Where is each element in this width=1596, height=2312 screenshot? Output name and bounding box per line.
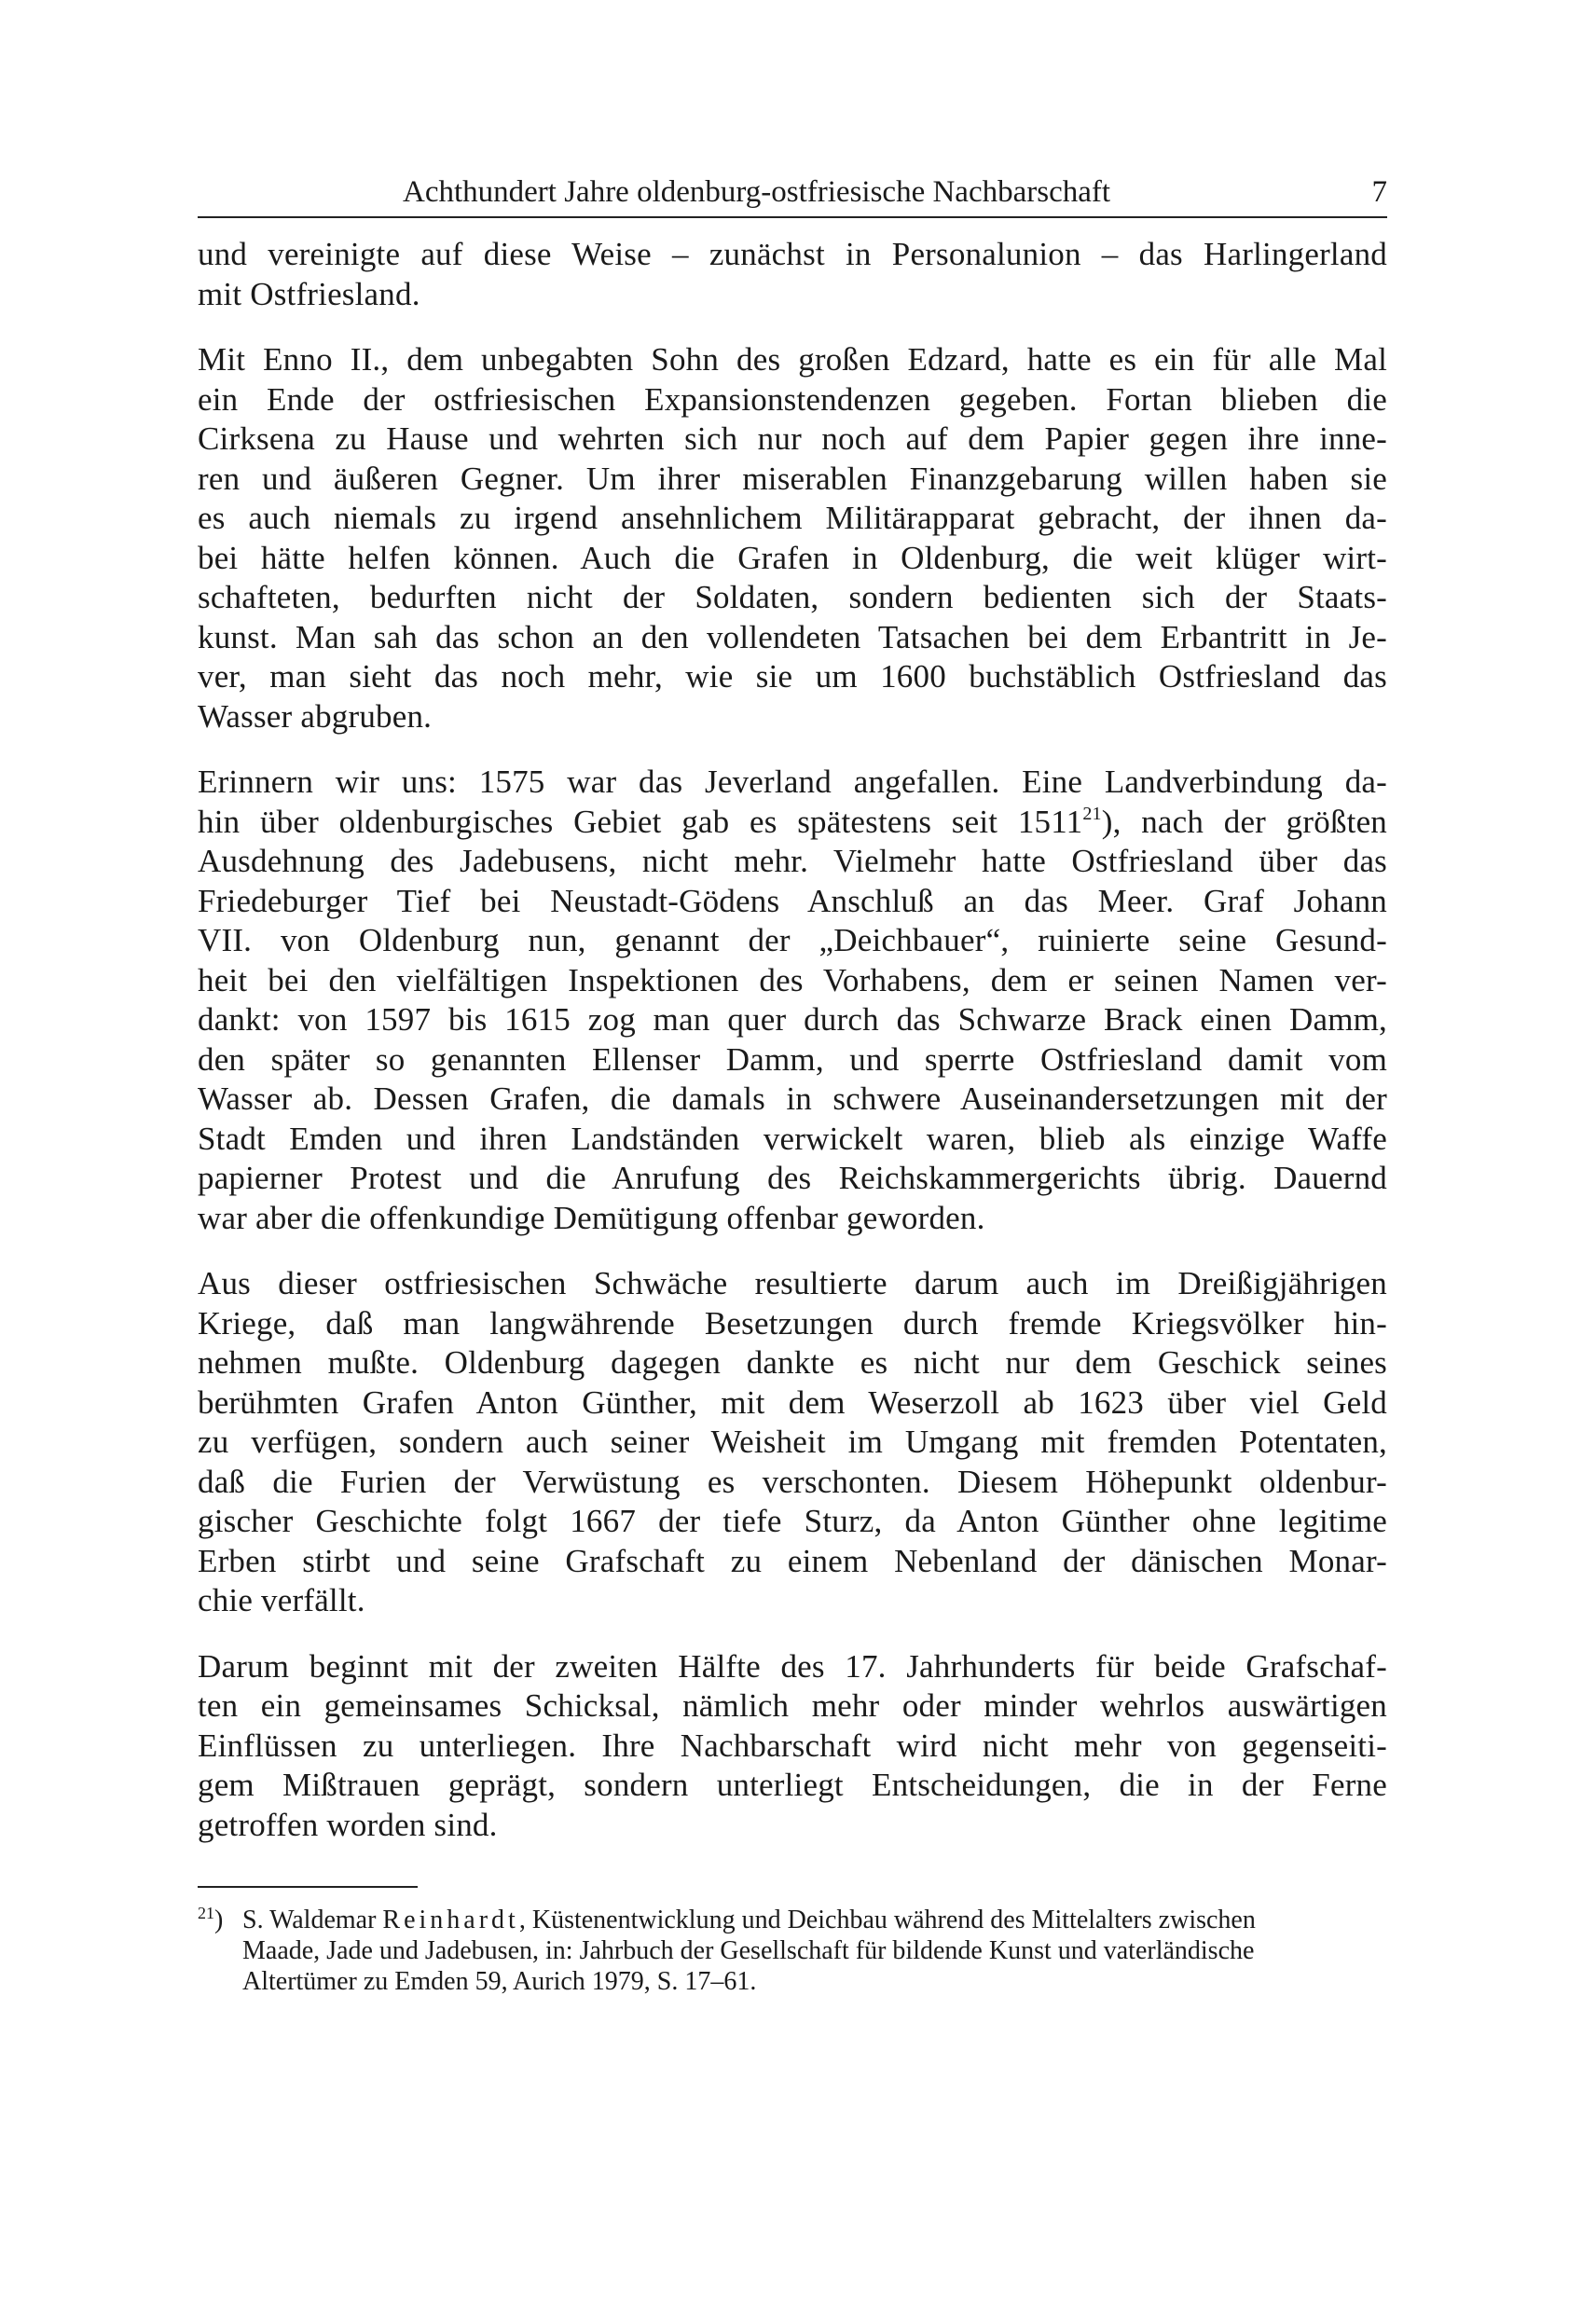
paragraph-3 (198, 763, 1387, 1238)
footnote-mark-paren: ) (214, 1906, 224, 1934)
text-line: gem Mißtrauen geprägt, sondern unterliegt Entscheidungen, die in der Ferne (198, 1767, 1387, 1803)
text-line: Einflüssen zu unterliegen. Ihre Nachbarschaft wird nicht mehr von gegenseiti- (198, 1727, 1387, 1764)
page-number: 7 (1371, 175, 1387, 209)
text-line: ein Ende der ostfriesischen Expansionstendenzen gegeben. Fortan blieben die (198, 380, 1387, 418)
text-line: ten ein gemeinsames Schicksal, nämlich mehr oder minder wehrlos auswärtigen (198, 1687, 1387, 1724)
footnote-divider (198, 1886, 418, 1888)
text-line: Mit Enno II., dem unbegabten Sohn des großen Edzard, hatte es ein für alle Mal (198, 341, 1387, 378)
text-line: gischer Geschichte folgt 1667 der tiefe Sturz, da Anton Günther ohne legitime (198, 1503, 1387, 1539)
text-line: und vereinigte auf diese Weise – zunächst in Personalunion – das Harlingerland (198, 236, 1387, 272)
text-line: war aber die offenkundige Demütigung offenbar geworden. (198, 1199, 985, 1236)
text-segment: ), nach der größten (1101, 803, 1387, 840)
paragraph-5 (198, 1647, 1387, 1846)
footnote-line: Maade, Jade und Jadebusen, in: Jahrbuch der Gesellschaft für bildende Kunst und vaterländische (242, 1936, 1255, 1965)
running-header (198, 168, 1387, 218)
running-header-title: Achthundert Jahre oldenburg-ostfriesische Nachbarschaft (403, 175, 1111, 209)
text-line: bei hätte helfen können. Auch die Grafen in Oldenburg, die weit klüger wirt- (198, 539, 1387, 576)
text-line: Kriege, daß man langwährende Besetzungen durch fremde Kriegsvölker hin- (198, 1304, 1387, 1342)
text-segment: hin über oldenburgisches Gebiet gab es spätestens seit 1511 (198, 803, 1083, 840)
text-line: es auch niemals zu irgend ansehnlichem Militärapparat gebracht, der ihnen da- (198, 500, 1387, 536)
text-line: den später so genannten Ellenser Damm, und sperrte Ostfriesland damit vom (198, 1040, 1387, 1078)
text-line: ren und äußeren Gegner. Um ihrer miserablen Finanzgebarung willen haben sie (198, 460, 1387, 497)
text-line: berühmten Grafen Anton Günther, mit dem Weserzoll ab 1623 über viel Geld (198, 1383, 1387, 1421)
text-line-with-footnote (198, 803, 1387, 843)
text-line: zu verfügen, sondern auch seiner Weisheit im Umgang mit fremden Potentaten, (198, 1424, 1387, 1460)
text-line: dankt: von 1597 bis 1615 zog man quer durch das Schwarze Brack einen Damm, (198, 1001, 1387, 1038)
text-line: Aus dieser ostfriesischen Schwäche resultierte darum auch im Dreißigjährigen (198, 1265, 1387, 1301)
text-line: Darum beginnt mit der zweiten Hälfte des 17. Jahrhunderts für beide Grafschaf- (198, 1647, 1387, 1685)
text-line: Cirksena zu Hause und wehrten sich nur noch auf dem Papier gegen ihre inne- (198, 420, 1387, 457)
footnote-reference[interactable]: 21 (1082, 803, 1102, 824)
footnote-text: , Küstenentwicklung und Deichbau während des Mittelalters zwischen (518, 1906, 1256, 1934)
footnote-line: Altertümer zu Emden 59, Aurich 1979, S. 17–61. (242, 1967, 757, 1996)
body-text (198, 235, 1387, 1845)
footnote-author: Reinhardt (382, 1906, 519, 1934)
text-line: Erben stirbt und seine Grafschaft zu einem Nebenland der dänischen Monar- (198, 1542, 1387, 1579)
paragraph-1 (198, 235, 1387, 314)
text-line: chie verfällt. (198, 1582, 365, 1618)
text-line: schafteten, bedurften nicht der Soldaten, sondern bedienten sich der Staats- (198, 579, 1387, 615)
footnote-21 (198, 1905, 1387, 1997)
text-line: Wasser ab. Dessen Grafen, die damals in schwere Auseinandersetzungen mit der (198, 1080, 1387, 1117)
footnote-number: 21 (198, 1904, 214, 1922)
footnote-mark (198, 1905, 223, 1935)
text-line: Erinnern wir uns: 1575 war das Jeverland angefallen. Eine Landverbindung da- (198, 764, 1387, 800)
text-line: kunst. Man sah das schon an den vollendeten Tatsachen bei dem Erbantritt in Je- (198, 618, 1387, 655)
text-line: Friedeburger Tief bei Neustadt-Gödens Anschluß an das Meer. Graf Johann (198, 882, 1387, 919)
paragraph-2 (198, 340, 1387, 736)
footnote-line (242, 1905, 1387, 1935)
text-line: ver, man sieht das noch mehr, wie sie um 1600 buchstäblich Ostfriesland das (198, 658, 1387, 695)
text-line: mit Ostfriesland. (198, 275, 420, 312)
text-line: Stadt Emden und ihren Landständen verwickelt waren, blieb als einzige Waffe (198, 1120, 1387, 1157)
text-line: Wasser abgruben. (198, 697, 433, 735)
footnote-text: S. Waldemar (242, 1906, 383, 1934)
text-line: papierner Protest und die Anrufung des Reichskammergerichts übrig. Dauernd (198, 1160, 1387, 1196)
text-line: daß die Furien der Verwüstung es verschonten. Diesem Höhepunkt oldenbur- (198, 1463, 1387, 1500)
text-line: heit bei den vielfältigen Inspektionen des Vorhabens, dem er seinen Namen ver- (198, 961, 1387, 998)
text-line: VII. von Oldenburg nun, genannt der „Deichbauer“, ruinierte seine Gesund- (198, 922, 1387, 958)
document-page (198, 168, 1387, 1997)
text-line: Ausdehnung des Jadebusens, nicht mehr. Vielmehr hatte Ostfriesland über das (198, 843, 1387, 879)
paragraph-4 (198, 1264, 1387, 1621)
text-line: nehmen mußte. Oldenburg dagegen dankte es nicht nur dem Geschick seines (198, 1344, 1387, 1381)
text-line: getroffen worden sind. (198, 1806, 498, 1843)
